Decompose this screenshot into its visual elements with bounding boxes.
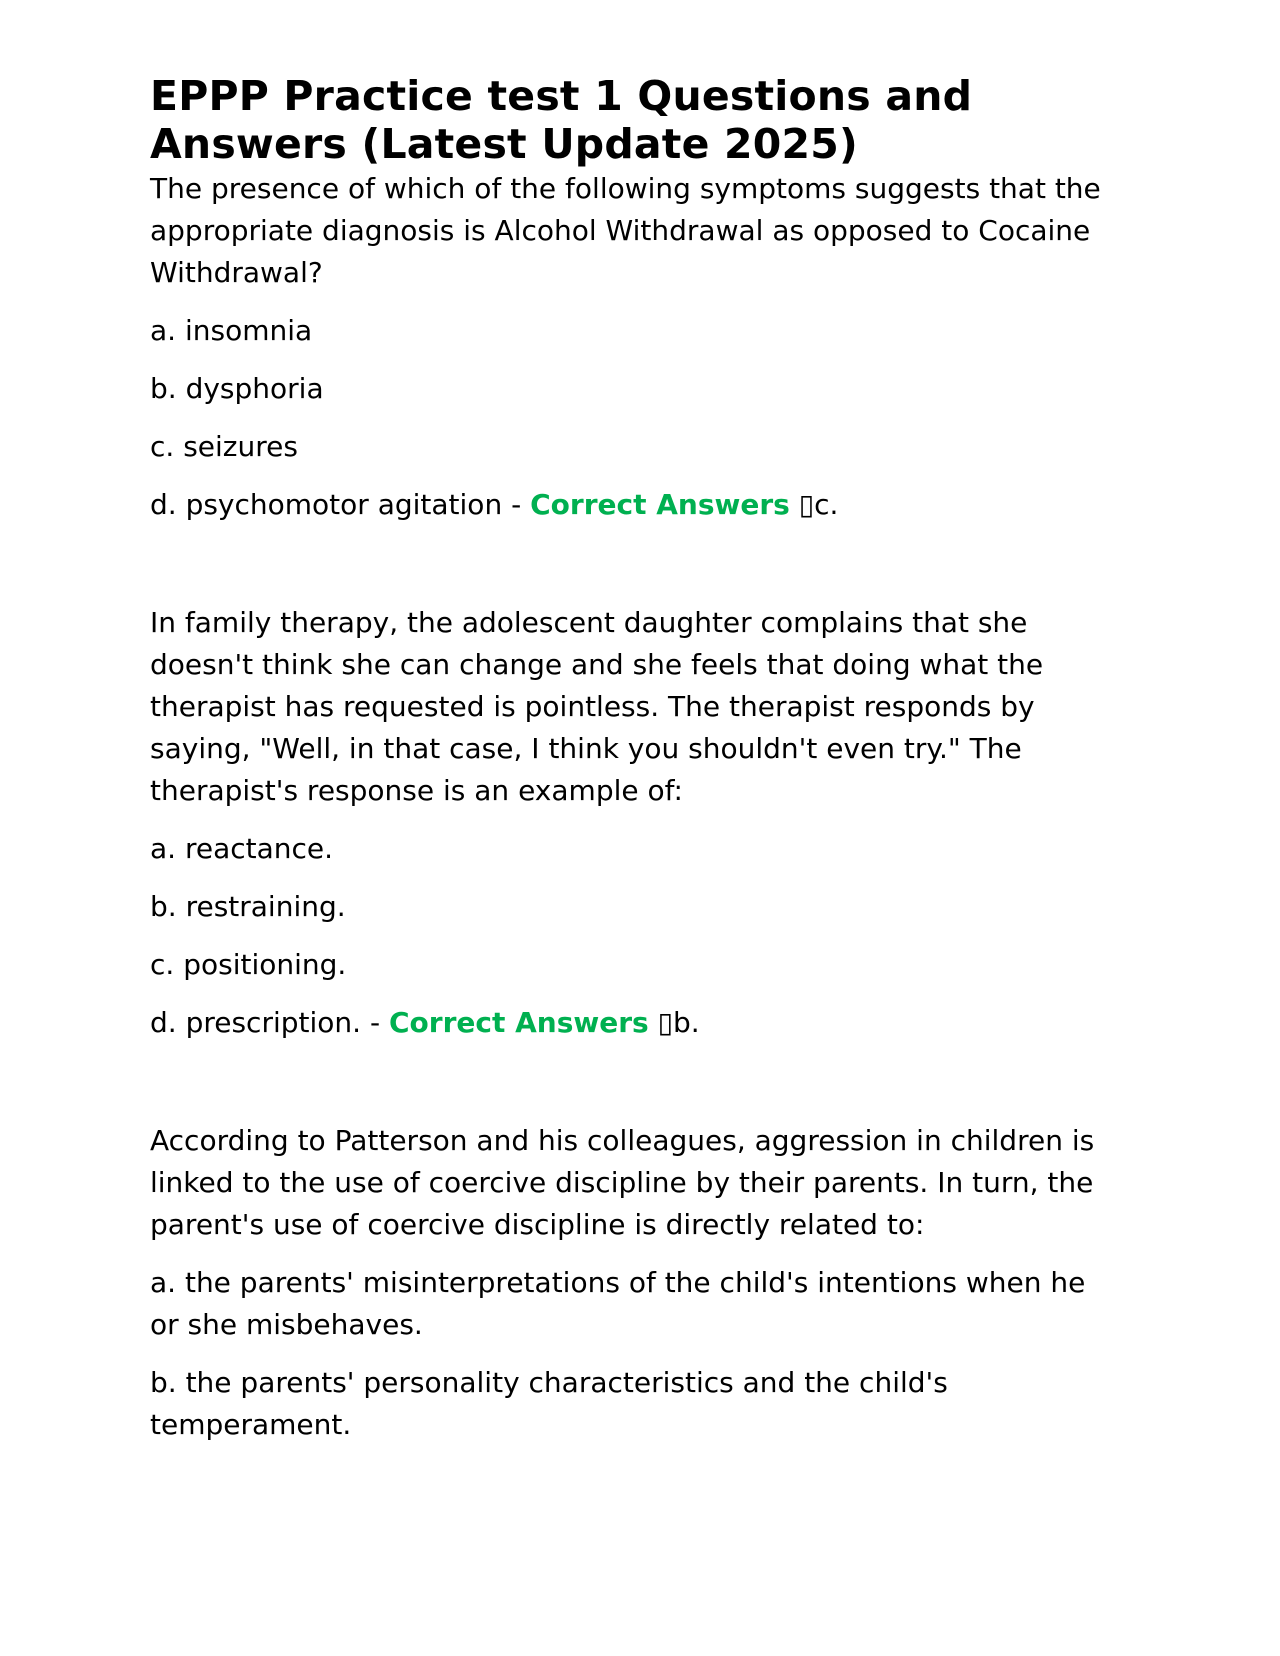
- correct-answers-label: Correct Answers: [388, 1006, 649, 1039]
- option-b: b. restraining.: [150, 890, 346, 923]
- question-1: [150, 168, 1110, 526]
- question-2: [150, 602, 1110, 1044]
- answer-value: c.: [814, 488, 839, 521]
- option-d: d. prescription. -: [150, 1006, 389, 1039]
- answer-glyph: ▯: [657, 1006, 674, 1039]
- document-page: [150, 72, 1110, 1446]
- option-a: a. reactance.: [150, 832, 334, 865]
- option-a: a. insomnia: [150, 314, 313, 347]
- answer-glyph: ▯: [798, 488, 815, 521]
- option-d-with-answer: [150, 484, 1110, 526]
- question-text: According to Patterson and his colleagues, aggression in children is linked to the use of coercive discipline by their parents. In turn, the parent's use of coercive discipline is directly related to:: [150, 1124, 1095, 1241]
- option-d: d. psychomotor agitation -: [150, 488, 531, 521]
- question-text: The presence of which of the following symptoms suggests that the appropriate diagnosis is Alcohol Withdrawal as opposed to Cocaine Withdrawal?: [150, 172, 1101, 289]
- answer-value: b.: [673, 1006, 700, 1039]
- option-d-with-answer: [150, 1002, 1110, 1044]
- option-b: b. dysphoria: [150, 372, 324, 405]
- correct-answers-label: Correct Answers: [530, 488, 790, 521]
- option-b: b. the parents' personality characteristics and the child's temperament.: [150, 1366, 948, 1441]
- document-title: EPPP Practice test 1 Questions and Answers (Latest Update 2025): [150, 72, 973, 168]
- question-3: [150, 1120, 1110, 1446]
- question-text: In family therapy, the adolescent daughter complains that she doesn't think she can change and she feels that doing what the therapist has requested is pointless. The therapist responds by saying, "Well, in that case, I think you shouldn't even try." The therapist's response is an example of:: [150, 606, 1044, 807]
- option-a: a. the parents' misinterpretations of the child's intentions when he or she misbehaves.: [150, 1266, 1086, 1341]
- option-c: c. seizures: [150, 430, 298, 463]
- option-c: c. positioning.: [150, 948, 347, 981]
